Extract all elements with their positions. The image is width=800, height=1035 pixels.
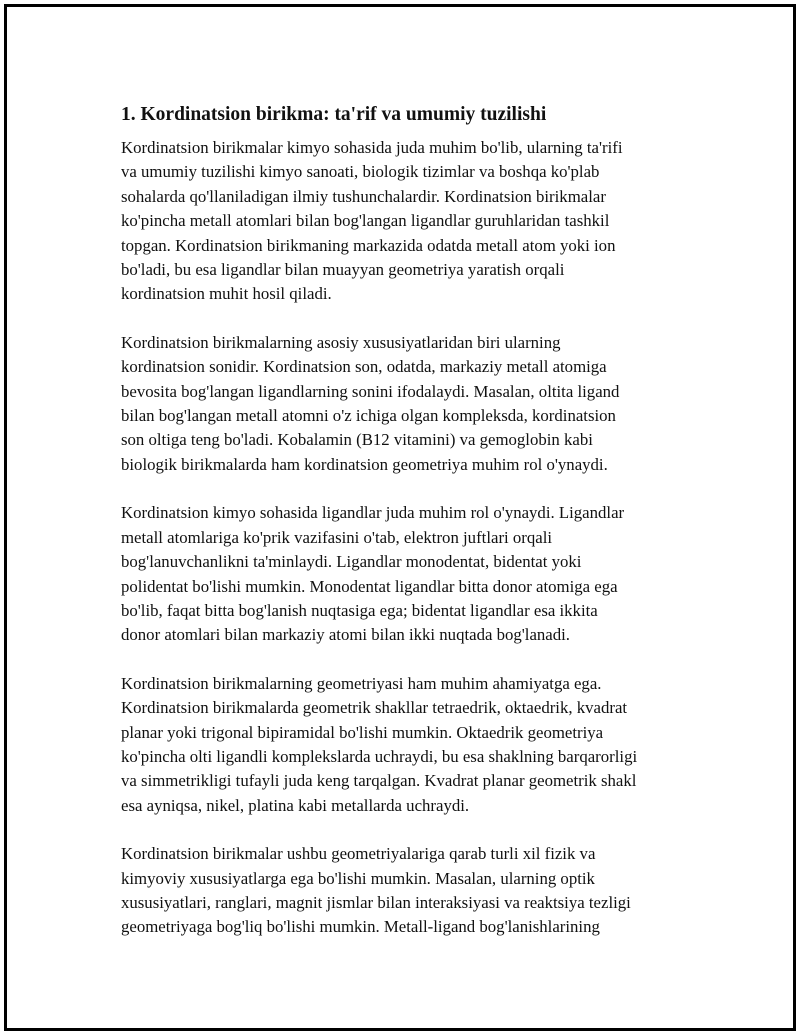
text-line: Kordinatsion kimyo sohasida ligandlar juda muhim rol o'ynaydi. Ligandlar bbox=[121, 503, 625, 523]
text-line: Kordinatsion birikmalarning geometriyasi ham muhim ahamiyatga ega. bbox=[121, 673, 602, 693]
text-line: geometriyaga bog'liq bo'lishi mumkin. Metall-ligand bog'lanishlarining bbox=[121, 917, 600, 937]
paragraph-1 bbox=[121, 136, 681, 307]
text-line: kimyoviy xususiyatlarga ega bo'lishi mumkin. Masalan, ularning optik bbox=[121, 868, 595, 888]
text-line: Kordinatsion birikmalar ushbu geometriyalariga qarab turli xil fizik va bbox=[121, 844, 596, 864]
text-line: kordinatsion muhit hosil qiladi. bbox=[121, 284, 332, 304]
text-line: ko'pincha olti ligandli komplekslarda uchraydi, bu esa shaklning barqarorligi bbox=[121, 746, 638, 766]
section-heading: 1. Kordinatsion birikma: ta'rif va umumiy tuzilishi bbox=[121, 104, 547, 125]
text-line: son oltiga teng bo'ladi. Kobalamin (B12 vitamini) va gemoglobin kabi bbox=[121, 430, 593, 450]
text-line: ko'pincha metall atomlari bilan bog'langan ligandlar guruhlaridan tashkil bbox=[121, 211, 610, 231]
text-line: donor atomlari bilan markaziy atomi bilan ikki nuqtada bog'lanadi. bbox=[121, 625, 571, 645]
paragraph-5 bbox=[121, 842, 681, 940]
text-line: bo'ladi, bu esa ligandlar bilan muayyan geometriya yaratish orqali bbox=[121, 260, 565, 280]
document-body bbox=[121, 102, 681, 964]
text-line: esa ayniqsa, nikel, platina kabi metallarda uchraydi. bbox=[121, 795, 470, 815]
text-line: va umumiy tuzilishi kimyo sanoati, biologik tizimlar va boshqa ko'plab bbox=[121, 162, 600, 182]
text-line: bog'lanuvchanlikni ta'minlaydi. Ligandlar monodentat, bidentat yoki bbox=[121, 552, 582, 572]
text-line: topgan. Kordinatsion birikmaning markazida odatda metall atom yoki ion bbox=[121, 235, 616, 255]
text-line: metall atomlariga ko'prik vazifasini o'tab, elektron juftlari orqali bbox=[121, 527, 553, 547]
text-line: bevosita bog'langan ligandlarning sonini ifodalaydi. Masalan, oltita ligand bbox=[121, 381, 620, 401]
text-line: polidentat bo'lishi mumkin. Monodentat ligandlar bitta donor atomiga ega bbox=[121, 576, 618, 596]
text-line: xususiyatlari, ranglari, magnit jismlar bilan interaksiyasi va reaktsiya tezligi bbox=[121, 892, 631, 912]
text-line: planar yoki trigonal bipiramidal bo'lishi mumkin. Oktaedrik geometriya bbox=[121, 722, 604, 742]
text-line: Kordinatsion birikmalar kimyo sohasida juda muhim bo'lib, ularning ta'rifi bbox=[121, 138, 623, 157]
text-line: Kordinatsion birikmalarning asosiy xususiyatlaridan biri ularning bbox=[121, 332, 561, 352]
text-line: kordinatsion sonidir. Kordinatsion son, odatda, markaziy metall atomiga bbox=[121, 357, 607, 377]
text-line: bo'lib, faqat bitta bog'lanish nuqtasiga ega; bidentat ligandlar esa ikkita bbox=[121, 600, 598, 620]
text-line: Kordinatsion birikmalarda geometrik shakllar tetraedrik, oktaedrik, kvadrat bbox=[121, 698, 628, 718]
paragraph-list bbox=[121, 136, 681, 940]
text-line: sohalarda qo'llaniladigan ilmiy tushunchalardir. Kordinatsion birikmalar bbox=[121, 186, 606, 206]
text-line: va simmetrikligi tufayli juda keng tarqalgan. Kvadrat planar geometrik shakl bbox=[121, 771, 637, 791]
paragraph-4 bbox=[121, 672, 681, 818]
page-border bbox=[4, 4, 796, 1031]
paragraph-3 bbox=[121, 501, 681, 647]
text-line: bilan bog'langan metall atomni o'z ichiga olgan kompleksda, kordinatsion bbox=[121, 406, 616, 426]
text-line: biologik birikmalarda ham kordinatsion geometriya muhim rol o'ynaydi. bbox=[121, 454, 608, 474]
paragraph-2 bbox=[121, 331, 681, 477]
